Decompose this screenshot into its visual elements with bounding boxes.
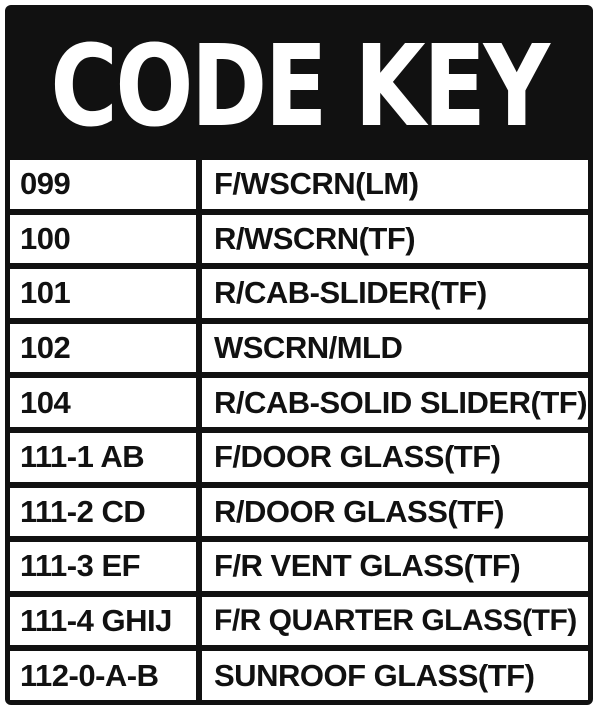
code-cell: 112-0-A-B (10, 651, 196, 700)
table-row (10, 542, 588, 591)
table-row (10, 215, 588, 264)
table-row (10, 269, 588, 318)
code-cell: 111-2 CD (10, 488, 196, 537)
description-cell: R/CAB-SOLID SLIDER(TF) (202, 378, 588, 427)
table-row (10, 324, 588, 373)
description-cell: WSCRN/MLD (202, 324, 588, 373)
description-cell: R/DOOR GLASS(TF) (202, 488, 588, 537)
code-cell: 101 (10, 269, 196, 318)
description-cell: F/WSCRN(LM) (202, 160, 588, 209)
table-row (10, 378, 588, 427)
code-cell: 104 (10, 378, 196, 427)
code-table (10, 160, 588, 700)
description-cell: SUNROOF GLASS(TF) (202, 651, 588, 700)
table-row (10, 651, 588, 700)
table-row (10, 433, 588, 482)
table-row (10, 160, 588, 209)
code-cell: 100 (10, 215, 196, 264)
code-cell: 099 (10, 160, 196, 209)
code-cell: 102 (10, 324, 196, 373)
description-cell: F/DOOR GLASS(TF) (202, 433, 588, 482)
code-key-card (5, 5, 593, 705)
description-cell: R/CAB-SLIDER(TF) (202, 269, 588, 318)
description-cell: F/R VENT GLASS(TF) (202, 542, 588, 591)
page-title: CODE KEY (50, 21, 548, 152)
code-cell: 111-4 GHIJ (10, 597, 196, 646)
table-row (10, 597, 588, 646)
table-row (10, 488, 588, 537)
description-cell: R/WSCRN(TF) (202, 215, 588, 264)
code-cell: 111-1 AB (10, 433, 196, 482)
code-cell: 111-3 EF (10, 542, 196, 591)
description-cell: F/R QUARTER GLASS(TF) (202, 597, 588, 646)
